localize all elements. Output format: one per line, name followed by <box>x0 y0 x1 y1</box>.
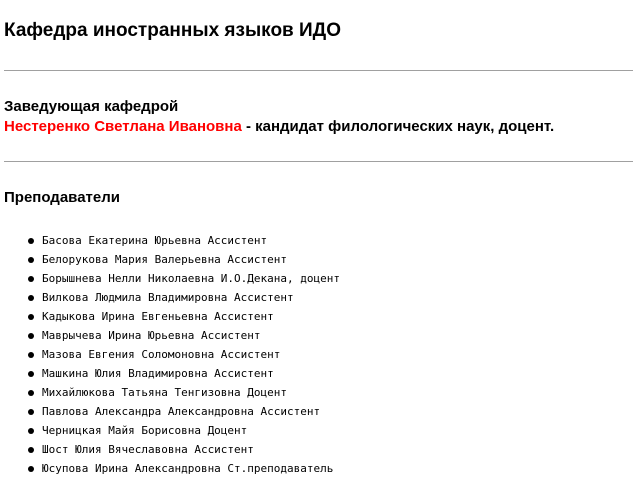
list-item <box>26 383 340 402</box>
list-item <box>26 364 340 383</box>
teacher-entry: Маврычева Ирина Юрьевна Ассистент <box>42 329 261 342</box>
bullet-icon <box>28 409 34 415</box>
list-item <box>26 459 340 478</box>
bullet-icon <box>28 333 34 339</box>
teacher-entry: Шост Юлия Вячеславовна Ассистент <box>42 443 254 456</box>
bullet-icon <box>28 466 34 472</box>
teacher-entry: Мазова Евгения Соломоновна Ассистент <box>42 348 281 361</box>
teachers-list <box>26 231 340 478</box>
bullet-icon <box>28 257 34 263</box>
list-item <box>26 269 340 288</box>
teacher-entry: Вилкова Людмила Владимировна Ассистент <box>42 291 294 304</box>
teacher-entry: Басова Екатерина Юрьевна Ассистент <box>42 234 268 247</box>
teacher-entry: Машкина Юлия Владимировна Ассистент <box>42 367 274 380</box>
teachers-heading: Преподаватели <box>4 189 120 206</box>
teacher-entry: Кадыкова Ирина Евгеньевна Ассистент <box>42 310 274 323</box>
bullet-icon <box>28 447 34 453</box>
bullet-icon <box>28 276 34 282</box>
page-title: Кафедра иностранных языков ИДО <box>4 20 341 41</box>
bullet-icon <box>28 428 34 434</box>
list-item <box>26 440 340 459</box>
list-item <box>26 421 340 440</box>
list-item <box>26 288 340 307</box>
list-item <box>26 402 340 421</box>
department-head-line <box>4 117 554 137</box>
department-head-name: Нестеренко Светлана Ивановна <box>4 118 242 135</box>
teacher-entry: Михайлюкова Татьяна Тенгизовна Доцент <box>42 386 288 399</box>
bullet-icon <box>28 371 34 377</box>
teacher-entry: Павлова Александра Александровна Ассистент <box>42 405 321 418</box>
bullet-icon <box>28 314 34 320</box>
list-item <box>26 326 340 345</box>
department-head-credentials: - кандидат филологических наук, доцент. <box>241 118 555 135</box>
teacher-entry: Черницкая Майя Борисовна Доцент <box>42 424 248 437</box>
divider <box>4 70 633 71</box>
bullet-icon <box>28 295 34 301</box>
department-head <box>4 97 554 137</box>
bullet-icon <box>28 390 34 396</box>
list-item <box>26 307 340 326</box>
bullet-icon <box>28 352 34 358</box>
teacher-entry: Юсупова Ирина Александровна Ст.преподаватель <box>42 462 334 475</box>
teacher-entry: Белорукова Мария Валерьевна Ассистент <box>42 253 288 266</box>
list-item <box>26 250 340 269</box>
department-head-label: Заведующая кафедрой <box>4 98 179 115</box>
list-item <box>26 345 340 364</box>
list-item <box>26 231 340 250</box>
teacher-entry: Борышнева Нелли Николаевна И.О.Декана, доцент <box>42 272 341 285</box>
bullet-icon <box>28 238 34 244</box>
divider <box>4 161 633 162</box>
